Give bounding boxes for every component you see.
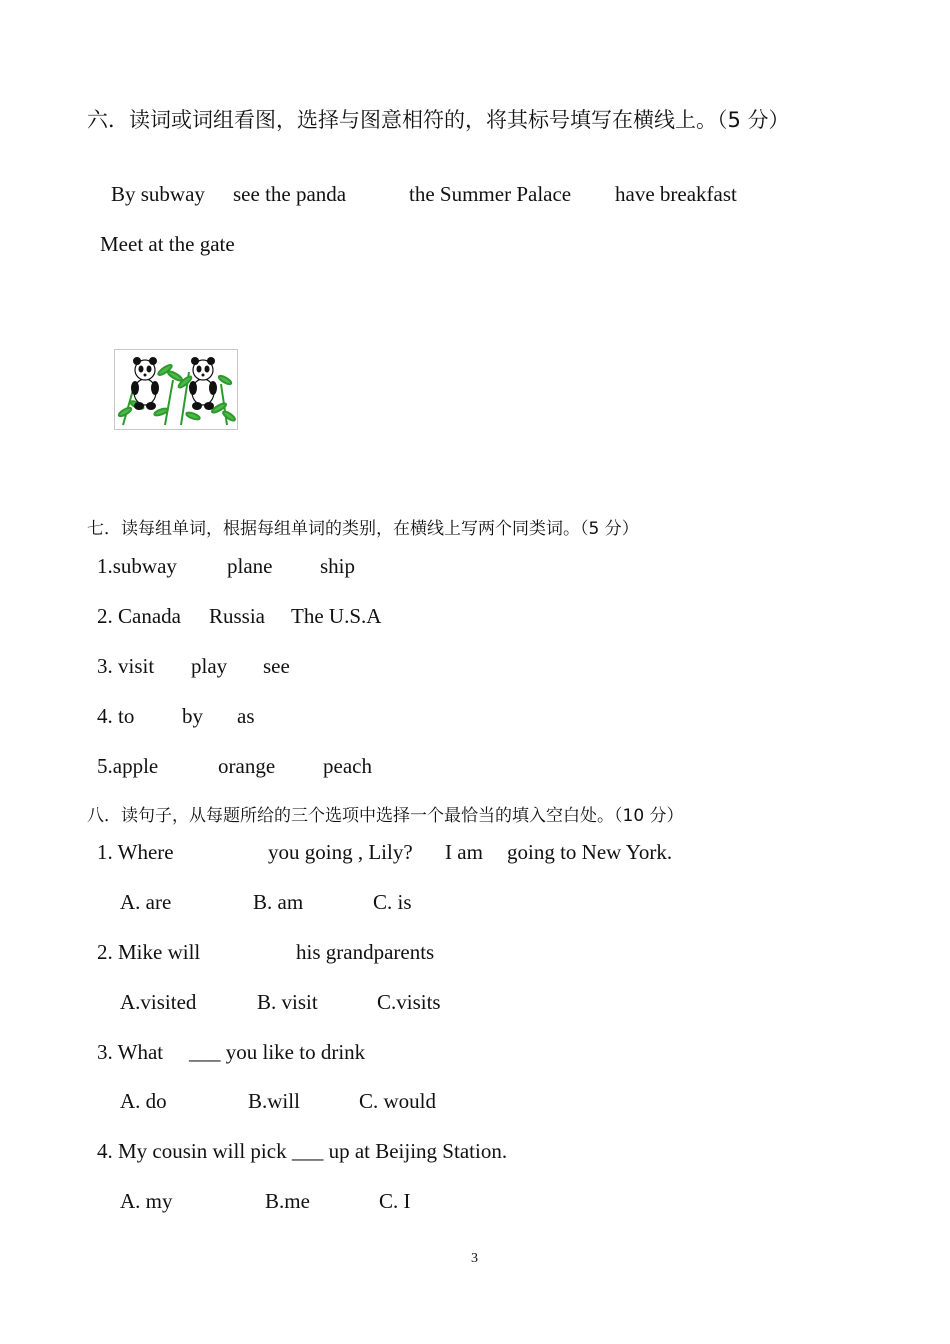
group3-word3: see [263, 654, 290, 678]
q3-part1: 3. What [97, 1040, 164, 1064]
group1-word2: plane [227, 554, 273, 578]
q2-part2: his grandparents [296, 940, 435, 964]
q1-option-c: C. is [373, 890, 412, 914]
q4-option-c: C. I [379, 1189, 411, 1213]
group3-word1: 3. visit [97, 654, 155, 678]
group4-word2: by [182, 704, 203, 728]
q2-option-b: B. visit [257, 990, 318, 1014]
group5-word3: peach [323, 754, 372, 778]
q4-option-a: A. my [120, 1189, 173, 1213]
panda-illustration [115, 350, 237, 429]
q2-part1: 2. Mike will [97, 940, 201, 964]
group2-word1: 2. Canada [97, 604, 181, 628]
group1-word1: 1.subway [97, 554, 177, 578]
panda-right [189, 357, 217, 410]
q3-part2: ___ you like to drink [189, 1040, 366, 1064]
q1-part4: going to New York. [507, 840, 673, 864]
group1-word3: ship [320, 554, 356, 578]
q1-part2: you going , Lily? [268, 840, 413, 864]
section6-heading: 六．读词或词组看图，选择与图意相符的，将其标号填写在横线上。（5 分） [87, 108, 790, 132]
panda-picture [114, 349, 238, 430]
q2-option-a: A.visited [120, 990, 197, 1014]
word-have-breakfast: have breakfast [615, 182, 737, 206]
group5-word1: 5.apple [97, 754, 159, 778]
word-by-subway: By subway [111, 182, 205, 206]
q4-option-b: B.me [265, 1189, 310, 1213]
q3-option-b: B.will [248, 1089, 300, 1113]
q4-part1: 4. My cousin will pick ___ up at Beijing Station. [97, 1139, 508, 1163]
group2-word3: The U.S.A [291, 604, 382, 628]
q1-part3: I am [445, 840, 483, 864]
word-summer-palace: the Summer Palace [409, 182, 572, 206]
word-meet-at-the-gate: Meet at the gate [100, 232, 235, 256]
q2-option-c: C.visits [377, 990, 441, 1014]
q3-option-a: A. do [120, 1089, 167, 1113]
section7-heading: 七．读每组单词，根据每组单词的类别，在横线上写两个同类词。（5 分） [87, 519, 639, 539]
group5-word2: orange [218, 754, 276, 778]
q1-option-b: B. am [253, 890, 304, 914]
group4-word1: 4. to [97, 704, 135, 728]
word-see-the-panda: see the panda [233, 182, 347, 206]
q3-option-c: C. would [359, 1089, 437, 1113]
group4-word3: as [237, 704, 255, 728]
q1-option-a: A. are [120, 890, 172, 914]
page-number: 3 [471, 1251, 478, 1266]
q1-part1: 1. Where [97, 840, 174, 864]
section8-heading: 八．读句子，从每题所给的三个选项中选择一个最恰当的填入空白处。（10 分） [87, 806, 684, 826]
group2-word2: Russia [209, 604, 266, 628]
group3-word2: play [191, 654, 228, 678]
